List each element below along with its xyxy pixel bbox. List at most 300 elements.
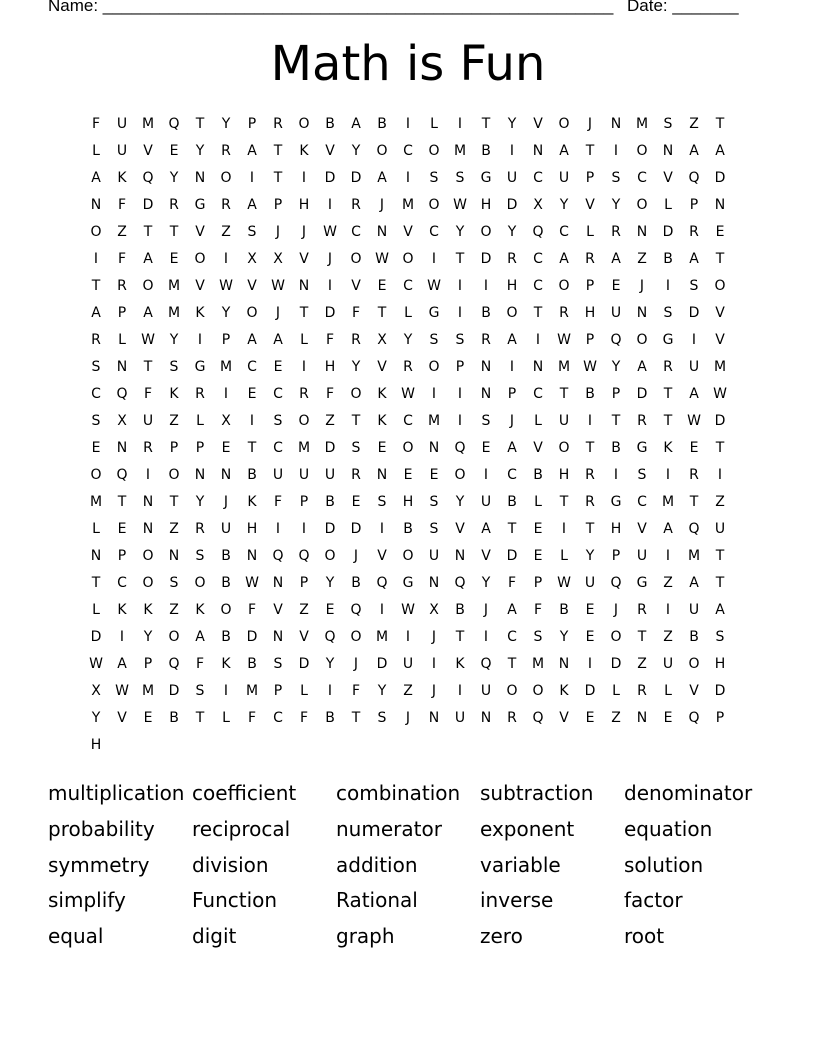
grid-letter: D: [714, 170, 726, 186]
grid-letter: V: [195, 224, 205, 240]
grid-letter: V: [637, 521, 647, 537]
word-bank-item: probability: [48, 816, 155, 841]
grid-letter: W: [687, 413, 701, 429]
grid-letter: Z: [221, 224, 231, 240]
grid-letter: K: [299, 143, 309, 159]
grid-letter: Z: [611, 710, 621, 726]
grid-letter: U: [428, 548, 440, 564]
grid-letter: J: [431, 683, 437, 699]
grid-letter: B: [247, 467, 257, 483]
grid-letter: U: [558, 413, 570, 429]
grid-letter: N: [480, 386, 492, 402]
grid-letter: T: [585, 143, 595, 159]
grid-letter: W: [427, 278, 441, 294]
grid-letter: B: [403, 521, 413, 537]
grid-letter: T: [143, 359, 153, 375]
grid-letter: B: [221, 629, 231, 645]
grid-letter: L: [664, 683, 672, 699]
grid-letter: J: [223, 494, 229, 510]
grid-letter: K: [195, 305, 205, 321]
grid-letter: T: [169, 224, 179, 240]
grid-letter: E: [715, 224, 725, 240]
grid-letter: M: [141, 116, 155, 132]
grid-letter: N: [272, 575, 284, 591]
grid-letter: Q: [688, 710, 700, 726]
grid-letter: O: [402, 548, 414, 564]
grid-letter: M: [453, 143, 467, 159]
grid-letter: J: [587, 116, 593, 132]
grid-letter: R: [663, 359, 673, 375]
grid-letter: H: [90, 737, 102, 753]
grid-letter: N: [532, 143, 544, 159]
grid-letter: Q: [298, 548, 310, 564]
grid-letter: F: [299, 710, 309, 726]
name-field: Name: ______________________________________________________: [48, 0, 614, 15]
grid-letter: U: [324, 467, 336, 483]
grid-letter: O: [350, 629, 362, 645]
grid-letter: O: [168, 467, 180, 483]
grid-letter: H: [610, 521, 622, 537]
grid-letter: P: [117, 305, 127, 321]
grid-letter: R: [403, 359, 413, 375]
grid-letter: S: [273, 413, 283, 429]
grid-letter: D: [584, 683, 596, 699]
grid-letter: A: [689, 575, 699, 591]
grid-letter: Q: [688, 170, 700, 186]
grid-letter: O: [480, 224, 492, 240]
grid-letter: W: [245, 575, 259, 591]
grid-letter: B: [247, 656, 257, 672]
grid-letter: F: [507, 575, 517, 591]
grid-letter: A: [611, 251, 621, 267]
grid-letter: B: [611, 440, 621, 456]
grid-letter: A: [715, 143, 725, 159]
grid-letter: Q: [454, 440, 466, 456]
grid-letter: P: [273, 683, 283, 699]
grid-letter: K: [117, 602, 127, 618]
grid-letter: O: [532, 683, 544, 699]
grid-letter: A: [637, 359, 647, 375]
word-bank-item: subtraction: [480, 781, 594, 805]
grid-letter: K: [221, 656, 231, 672]
grid-letter: J: [431, 629, 437, 645]
grid-letter: R: [689, 224, 699, 240]
grid-letter: M: [427, 413, 441, 429]
grid-letter: O: [402, 251, 414, 267]
grid-letter: T: [689, 494, 699, 510]
grid-letter: A: [507, 332, 517, 348]
grid-letter: J: [327, 251, 333, 267]
grid-letter: C: [351, 224, 361, 240]
grid-letter: D: [506, 197, 518, 213]
grid-letter: F: [351, 305, 361, 321]
grid-letter: T: [585, 440, 595, 456]
grid-letter: A: [195, 629, 205, 645]
grid-letter: Q: [480, 656, 492, 672]
grid-letter: U: [480, 683, 492, 699]
grid-letter: K: [117, 170, 127, 186]
grid-letter: V: [351, 278, 361, 294]
grid-letter: E: [91, 440, 101, 456]
grid-letter: V: [715, 305, 725, 321]
grid-letter: S: [247, 224, 257, 240]
grid-letter: S: [429, 332, 439, 348]
grid-letter: B: [533, 467, 543, 483]
grid-letter: B: [221, 548, 231, 564]
grid-letter: Y: [195, 143, 205, 159]
grid-letter: V: [299, 629, 309, 645]
grid-letter: N: [558, 656, 570, 672]
grid-letter: V: [533, 440, 543, 456]
grid-letter: D: [298, 656, 310, 672]
grid-letter: E: [689, 440, 699, 456]
grid-letter: Z: [637, 656, 647, 672]
grid-letter: X: [117, 413, 127, 429]
grid-letter: T: [715, 548, 725, 564]
grid-letter: B: [377, 116, 387, 132]
grid-letter: N: [610, 116, 622, 132]
grid-letter: T: [91, 575, 101, 591]
grid-letter: Z: [715, 494, 725, 510]
grid-letter: R: [481, 332, 491, 348]
grid-letter: B: [325, 116, 335, 132]
grid-letter: F: [533, 602, 543, 618]
grid-letter: U: [558, 170, 570, 186]
grid-letter: I: [379, 602, 385, 618]
grid-letter: O: [298, 116, 310, 132]
grid-letter: T: [143, 224, 153, 240]
grid-letter: Y: [611, 197, 621, 213]
grid-letter: F: [325, 386, 335, 402]
grid-letter: A: [117, 656, 127, 672]
grid-letter: O: [558, 116, 570, 132]
grid-letter: O: [506, 683, 518, 699]
grid-letter: Q: [324, 629, 336, 645]
grid-letter: K: [663, 440, 673, 456]
grid-letter: C: [637, 170, 647, 186]
grid-letter: M: [531, 656, 545, 672]
grid-letter: L: [300, 683, 308, 699]
grid-letter: H: [584, 305, 596, 321]
grid-letter: I: [249, 170, 255, 186]
grid-letter: Q: [376, 575, 388, 591]
grid-letter: O: [194, 251, 206, 267]
date-field: Date: _______: [627, 0, 739, 15]
grid-letter: R: [637, 413, 647, 429]
grid-letter: R: [221, 197, 231, 213]
grid-letter: V: [143, 143, 153, 159]
grid-letter: F: [143, 386, 153, 402]
grid-letter: O: [298, 413, 310, 429]
grid-letter: R: [299, 386, 309, 402]
grid-letter: Z: [637, 251, 647, 267]
grid-letter: A: [273, 332, 283, 348]
grid-letter: I: [431, 386, 437, 402]
grid-letter: Q: [168, 116, 180, 132]
grid-letter: V: [247, 278, 257, 294]
grid-letter: E: [169, 143, 179, 159]
grid-letter: C: [507, 467, 517, 483]
grid-letter: T: [169, 494, 179, 510]
grid-letter: U: [506, 170, 518, 186]
grid-letter: Q: [610, 332, 622, 348]
grid-letter: N: [220, 467, 232, 483]
grid-letter: O: [194, 575, 206, 591]
grid-letter: I: [587, 413, 593, 429]
grid-letter: E: [585, 629, 595, 645]
grid-letter: S: [91, 413, 101, 429]
grid-letter: I: [249, 413, 255, 429]
grid-letter: J: [275, 224, 281, 240]
grid-letter: I: [665, 467, 671, 483]
word-bank-item: simplify: [48, 888, 126, 913]
grid-letter: O: [454, 467, 466, 483]
grid-letter: Y: [559, 629, 569, 645]
grid-letter: Y: [169, 332, 179, 348]
grid-letter: N: [272, 629, 284, 645]
grid-letter: N: [428, 440, 440, 456]
grid-letter: T: [611, 413, 621, 429]
grid-letter: U: [116, 143, 128, 159]
grid-letter: P: [611, 548, 621, 564]
grid-letter: L: [92, 143, 100, 159]
grid-letter: V: [715, 332, 725, 348]
grid-letter: A: [91, 305, 101, 321]
grid-letter: E: [377, 440, 387, 456]
grid-letter: B: [455, 602, 465, 618]
grid-letter: C: [533, 386, 543, 402]
grid-letter: U: [636, 548, 648, 564]
grid-letter: D: [636, 386, 648, 402]
grid-letter: D: [246, 629, 258, 645]
grid-letter: G: [194, 197, 206, 213]
word-bank-item: inverse: [480, 888, 554, 913]
grid-letter: N: [194, 467, 206, 483]
grid-letter: R: [169, 197, 179, 213]
grid-letter: R: [585, 494, 595, 510]
grid-letter: P: [299, 494, 309, 510]
grid-letter: R: [585, 251, 595, 267]
grid-letter: K: [559, 683, 569, 699]
grid-letter: R: [637, 683, 647, 699]
grid-letter: W: [141, 332, 155, 348]
grid-letter: O: [142, 575, 154, 591]
grid-letter: M: [687, 548, 701, 564]
grid-letter: M: [635, 116, 649, 132]
grid-letter: I: [535, 332, 541, 348]
grid-letter: G: [428, 305, 440, 321]
grid-letter: O: [350, 251, 362, 267]
grid-letter: T: [377, 305, 387, 321]
grid-letter: D: [714, 683, 726, 699]
grid-letter: F: [91, 116, 101, 132]
grid-letter: M: [219, 359, 233, 375]
grid-letter: S: [689, 278, 699, 294]
grid-letter: W: [401, 602, 415, 618]
grid-letter: S: [429, 494, 439, 510]
grid-letter: I: [301, 521, 307, 537]
grid-letter: R: [143, 440, 153, 456]
grid-letter: T: [299, 305, 309, 321]
grid-letter: K: [377, 413, 387, 429]
grid-letter: A: [91, 170, 101, 186]
grid-letter: O: [90, 467, 102, 483]
grid-letter: A: [559, 143, 569, 159]
grid-letter: H: [714, 656, 726, 672]
grid-letter: A: [143, 305, 153, 321]
grid-letter: Z: [663, 575, 673, 591]
grid-letter: O: [168, 629, 180, 645]
grid-letter: S: [455, 170, 465, 186]
grid-letter: I: [301, 170, 307, 186]
grid-letter: R: [585, 467, 595, 483]
grid-letter: T: [195, 116, 205, 132]
grid-letter: C: [559, 224, 569, 240]
grid-letter: P: [455, 359, 465, 375]
grid-letter: C: [273, 710, 283, 726]
grid-letter: L: [92, 602, 100, 618]
grid-letter: T: [351, 413, 361, 429]
grid-letter: D: [688, 305, 700, 321]
grid-letter: X: [91, 683, 101, 699]
grid-letter: G: [636, 440, 648, 456]
grid-letter: B: [481, 143, 491, 159]
grid-letter: J: [301, 224, 307, 240]
grid-letter: M: [661, 494, 675, 510]
grid-letter: Y: [351, 359, 361, 375]
grid-letter: K: [169, 386, 179, 402]
grid-letter: I: [613, 143, 619, 159]
grid-letter: O: [610, 629, 622, 645]
grid-letter: Y: [91, 710, 101, 726]
grid-letter: N: [636, 224, 648, 240]
grid-letter: O: [142, 548, 154, 564]
grid-letter: I: [665, 548, 671, 564]
grid-letter: M: [245, 683, 259, 699]
grid-letter: A: [247, 143, 257, 159]
grid-letter: E: [221, 440, 231, 456]
grid-letter: T: [117, 494, 127, 510]
grid-letter: T: [533, 305, 543, 321]
grid-letter: S: [637, 467, 647, 483]
grid-letter: L: [404, 305, 412, 321]
grid-letter: T: [507, 521, 517, 537]
word-bank-item: coefficient: [192, 781, 297, 805]
grid-letter: L: [586, 224, 594, 240]
grid-letter: L: [664, 197, 672, 213]
grid-letter: E: [325, 602, 335, 618]
grid-letter: M: [297, 440, 311, 456]
grid-letter: Z: [663, 629, 673, 645]
grid-letter: I: [405, 170, 411, 186]
grid-letter: Q: [610, 575, 622, 591]
grid-letter: H: [506, 278, 518, 294]
grid-letter: M: [141, 683, 155, 699]
grid-letter: D: [610, 656, 622, 672]
grid-letter: A: [507, 440, 517, 456]
grid-letter: I: [405, 629, 411, 645]
grid-letter: U: [142, 413, 154, 429]
grid-letter: Q: [350, 602, 362, 618]
grid-letter: R: [351, 332, 361, 348]
word-bank-item: division: [192, 852, 269, 877]
grid-letter: P: [143, 656, 153, 672]
grid-letter: R: [611, 224, 621, 240]
grid-letter: B: [663, 251, 673, 267]
grid-letter: T: [351, 710, 361, 726]
grid-letter: N: [168, 548, 180, 564]
grid-letter: Y: [507, 116, 517, 132]
word-bank-item: exponent: [480, 816, 575, 841]
grid-letter: P: [273, 197, 283, 213]
grid-letter: Y: [221, 116, 231, 132]
grid-letter: H: [558, 467, 570, 483]
word-bank-item: equation: [624, 816, 713, 841]
grid-letter: U: [584, 575, 596, 591]
grid-letter: Y: [169, 170, 179, 186]
grid-letter: T: [663, 413, 673, 429]
grid-letter: P: [299, 575, 309, 591]
grid-letter: E: [377, 278, 387, 294]
word-bank-item: numerator: [336, 816, 442, 841]
grid-letter: D: [506, 548, 518, 564]
grid-letter: R: [507, 710, 517, 726]
grid-letter: D: [142, 197, 154, 213]
grid-letter: B: [585, 386, 595, 402]
grid-letter: A: [559, 251, 569, 267]
grid-letter: H: [480, 197, 492, 213]
grid-letter: R: [351, 467, 361, 483]
grid-letter: T: [715, 116, 725, 132]
grid-letter: M: [89, 494, 103, 510]
grid-letter: D: [324, 305, 336, 321]
word-bank-item: digit: [192, 924, 237, 949]
grid-letter: Q: [532, 224, 544, 240]
grid-letter: U: [610, 305, 622, 321]
grid-letter: S: [429, 521, 439, 537]
grid-letter: I: [691, 332, 697, 348]
grid-letter: E: [143, 710, 153, 726]
grid-letter: I: [483, 629, 489, 645]
word-search-grid: [83, 111, 733, 759]
grid-letter: I: [561, 521, 567, 537]
grid-letter: X: [533, 197, 543, 213]
grid-letter: I: [327, 683, 333, 699]
grid-letter: S: [377, 710, 387, 726]
grid-letter: U: [688, 602, 700, 618]
grid-letter: G: [402, 575, 414, 591]
grid-letter: D: [350, 521, 362, 537]
grid-letter: I: [665, 602, 671, 618]
grid-letter: V: [559, 710, 569, 726]
grid-letter: O: [506, 305, 518, 321]
grid-letter: N: [480, 359, 492, 375]
grid-letter: I: [665, 278, 671, 294]
grid-letter: O: [636, 197, 648, 213]
grid-letter: Q: [116, 386, 128, 402]
grid-letter: W: [713, 386, 727, 402]
grid-letter: T: [715, 440, 725, 456]
grid-letter: Z: [325, 413, 335, 429]
grid-letter: B: [351, 575, 361, 591]
grid-letter: T: [195, 710, 205, 726]
grid-letter: X: [429, 602, 439, 618]
grid-letter: C: [507, 629, 517, 645]
page-title: Math is Fun: [270, 36, 546, 92]
grid-letter: I: [509, 143, 515, 159]
grid-letter: M: [557, 359, 571, 375]
word-bank-item: root: [624, 924, 665, 949]
